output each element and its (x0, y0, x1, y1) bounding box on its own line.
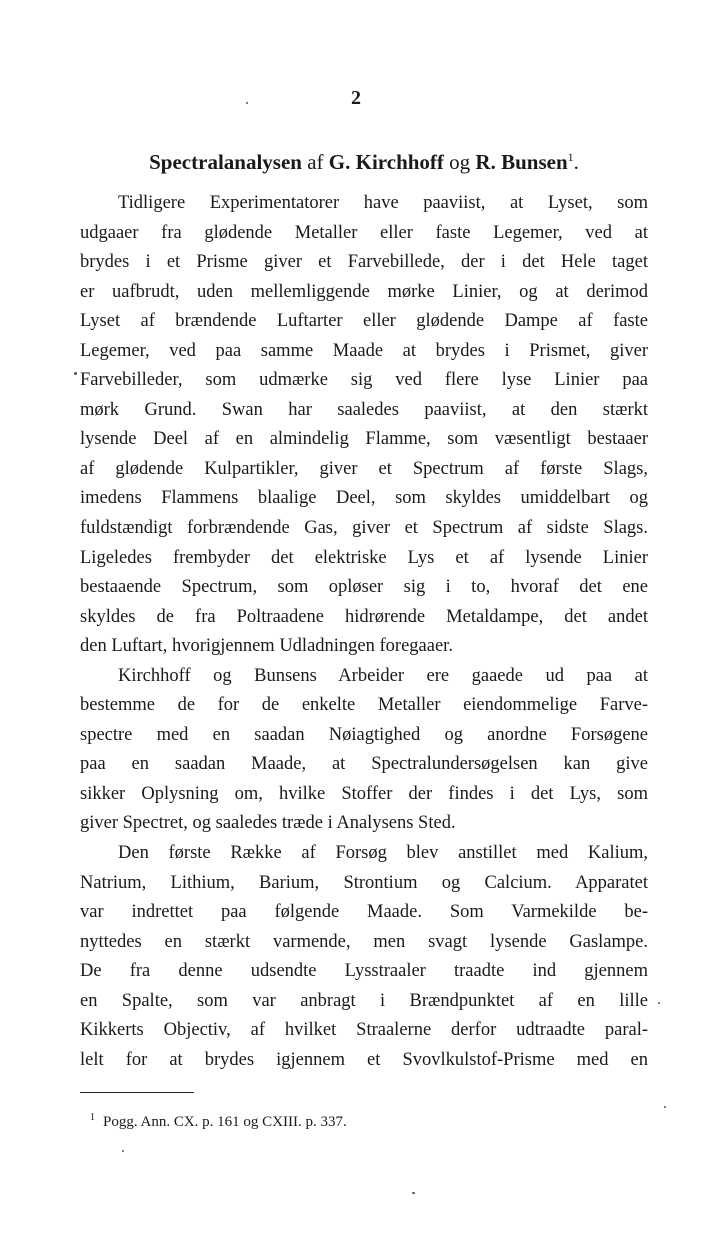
ink-speck (74, 372, 77, 375)
ink-speck (664, 1106, 666, 1108)
ink-speck (246, 102, 248, 104)
text-line: giver Spectret, og saaledes træde i Analysens Sted. (80, 813, 456, 834)
title-af: af (301, 150, 329, 174)
text-line: mørk Grund. Swan har saaledes paaviist, at den stærkt (80, 399, 648, 420)
text-line: var indrettet paa følgende Maade. Som Varmekilde be- (80, 902, 648, 923)
text-line: lysende Deel af en almindelig Flamme, som væsentligt bestaaer (80, 429, 648, 450)
ink-speck (658, 1002, 660, 1004)
text-line: bestemme de for de enkelte Metaller eiendommelige Farve- (80, 695, 648, 716)
footnote-marker: 1 (90, 1112, 95, 1123)
page-number: 2 (351, 87, 361, 109)
title-subject: Spectralanalysen (149, 150, 302, 174)
text-line: sikker Oplysning om, hvilke Stoffer der findes i det Lys, som (80, 783, 648, 804)
text-line: Kikkerts Objectiv, af hvilket Straalerne derfor udtraadte paral- (80, 1020, 648, 1041)
text-line: Ligeledes frembyder det elektriske Lys et af lysende Linier (80, 547, 648, 568)
title-og: og (443, 150, 476, 174)
text-line: Kirchhoff og Bunsens Arbeider ere gaaede ud paa at (118, 665, 648, 686)
title-author-bunsen: R. Bunsen (475, 150, 568, 174)
text-line: en Spalte, som var anbragt i Brændpunktet af en lille (80, 990, 648, 1011)
text-line: den Luftart, hvorigjennem Udladningen foregaaer. (80, 636, 453, 657)
text-line: nyttedes en stærkt varmende, men svagt lysende Gaslampe. (80, 931, 648, 952)
body-text (80, 189, 648, 1075)
text-line: bestaaende Spectrum, som opløser sig i to, hvoraf det ene (80, 577, 648, 598)
text-line: Tidligere Experimentatorer have paaviist, at Lyset, som (118, 193, 648, 213)
title-footnote-marker: 1 (567, 150, 574, 164)
text-line: Legemer, ved paa samme Maade at brydes i Prismet, giver (80, 340, 648, 361)
text-line: imedens Flammens blaalige Deel, som skyldes umiddelbart og (80, 488, 648, 509)
text-line: brydes i et Prisme giver et Farvebillede, der i det Hele taget (80, 252, 648, 273)
text-line: lelt for at brydes igjennem et Svovlkulstof-Prisme med en (80, 1049, 648, 1070)
title-period: . (573, 150, 579, 174)
text-line: Farvebilleder, som udmærke sig ved flere lyse Linier paa (80, 370, 648, 391)
text-line: udgaaer fra glødende Metaller eller faste Legemer, ved at (80, 222, 648, 243)
ink-speck (122, 1150, 124, 1152)
footnote-text: Pogg. Ann. CX. p. 161 og CXIII. p. 337. (103, 1114, 347, 1130)
text-line: er uafbrudt, uden mellemliggende mørke Linier, og at derimod (80, 281, 648, 302)
ink-speck (412, 1192, 415, 1194)
text-line: Natrium, Lithium, Barium, Strontium og Calcium. Apparatet (80, 872, 648, 893)
text-line: De fra denne udsendte Lysstraaler traadte ind gjennem (80, 961, 648, 982)
title-author-kirchhoff: G. Kirchhoff (328, 150, 444, 174)
text-line: skyldes de fra Poltraadene hidrørende Metaldampe, det andet (80, 606, 648, 627)
article-title (80, 148, 648, 176)
text-line: Den første Række af Forsøg blev anstillet med Kalium, (118, 843, 648, 864)
footnote-rule (80, 1092, 194, 1093)
text-line: paa en saadan Maade, at Spectralundersøgelsen kan give (80, 754, 648, 775)
text-line: spectre med en saadan Nøiagtighed og anordne Forsøgene (80, 724, 648, 745)
text-line: af glødende Kulpartikler, giver et Spectrum af første Slags, (80, 458, 648, 479)
text-line: fuldstændigt forbrændende Gas, giver et Spectrum af sidste Slags. (80, 518, 648, 539)
text-line: Lyset af brændende Luftarter eller glødende Dampe af faste (80, 311, 648, 332)
footnote (90, 1112, 347, 1132)
